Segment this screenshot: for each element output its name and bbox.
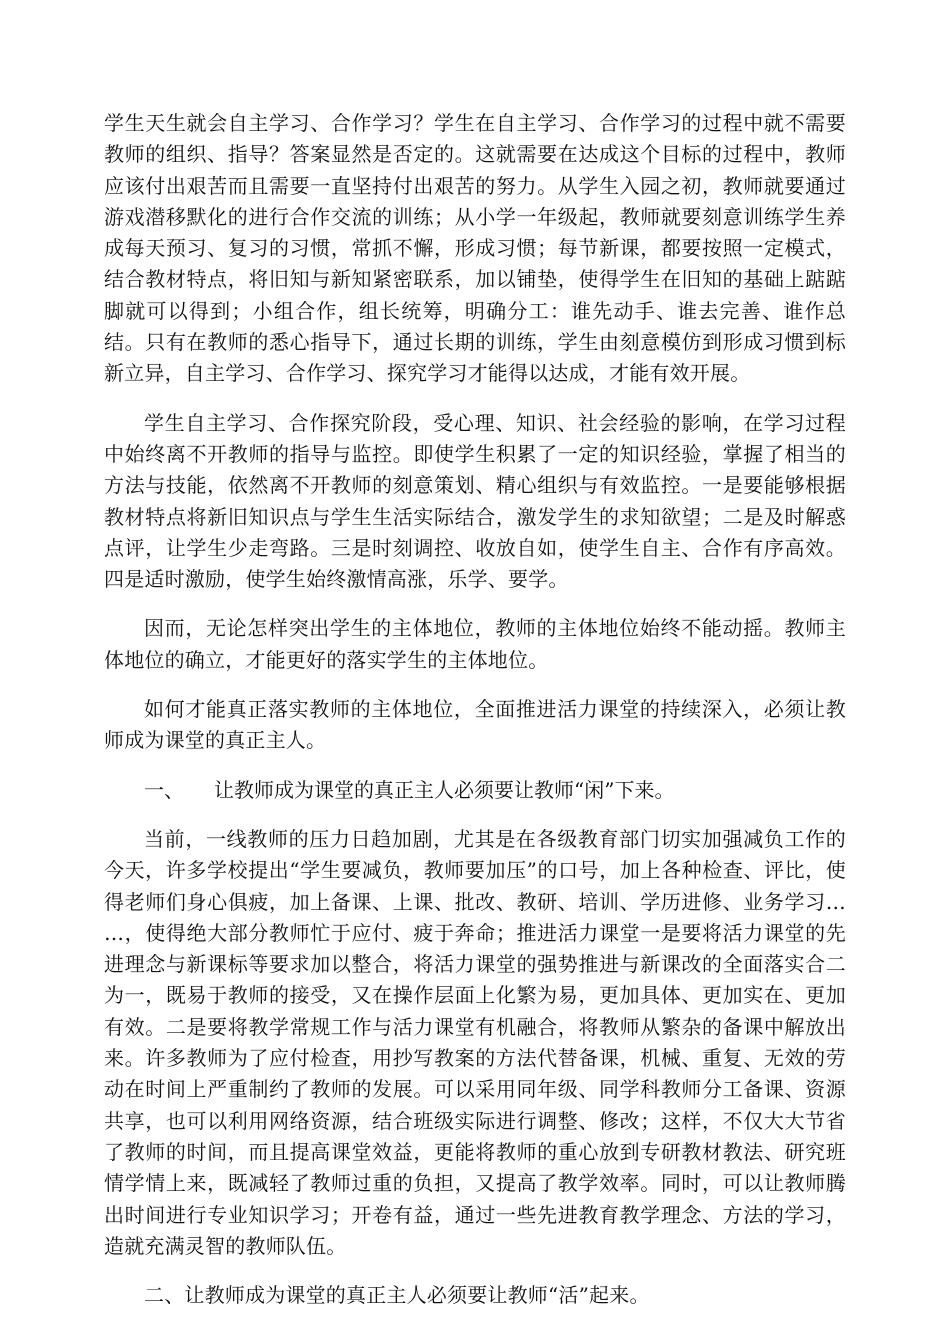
section-heading-one-text: 让教师成为课堂的真正主人必须要让教师“闲”下来。: [214, 777, 675, 802]
document-page: [104, 108, 846, 1329]
section-heading-one: [104, 775, 846, 806]
paragraph-self-study: 学生天生就会自主学习、合作学习？学生在自主学习、合作学习的过程中就不需要教师的组织、指导？答案显然是否定的。这就需要在达成这个目标的过程中，教师应该付出艰苦而且需要一直坚持付出艰苦的努力。从学生入园之初，教师就要通过游戏潜移默化的进行合作交流的训练；从小学一年级起，教师就要刻意训练学生养成每天预习、复习的习惯，常抓不懈，形成习惯；每节新课，都要按照一定模式，结合教材特点，将旧知与新知紧密联系，加以铺垫，使得学生在旧知的基础上踮踮脚就可以得到；小组合作，组长统筹，明确分工：谁先动手、谁去完善、谁作总结。只有在教师的悉心指导下，通过长期的训练，学生由刻意模仿到形成习惯到标新立异，自主学习、合作学习、探究学习才能得以达成，才能有效开展。: [104, 111, 846, 386]
section-heading-two: 二、让教师成为课堂的真正主人必须要让教师“活”起来。: [144, 1283, 650, 1308]
section-heading-one-number: 一、: [144, 777, 184, 802]
paragraph-teacher-guidance: 学生自主学习、合作探究阶段，受心理、知识、社会经验的影响，在学习过程中始终离不开教师的指导与监控。即使学生积累了一定的知识经验，掌握了相当的方法与技能，依然离不开教师的刻意策划、精心组织与有效监控。一是要能够根据教材特点将新旧知识点与学生生活实际结合，激发学生的求知欲望；二是及时解惑点评，让学生少走弯路。三是时刻调控、收放自如，使学生自主、合作有序高效。四是适时激励，使学生始终激情高涨，乐学、要学。: [104, 410, 846, 592]
paragraph-teacher-position: 因而，无论怎样突出学生的主体地位，教师的主体地位始终不能动摇。教师主体地位的确立，才能更好的落实学生的主体地位。: [104, 616, 846, 672]
paragraph-how-to: 如何才能真正落实教师的主体地位，全面推进活力课堂的持续深入，必须让教师成为课堂的真正主人。: [104, 697, 846, 753]
paragraph-teacher-pressure: 当前，一线教师的压力日趋加剧，尤其是在各级教育部门切实加强减负工作的今天，许多学校提出“学生要减负，教师要加压”的口号，加上各种检查、评比，使得老师们身心俱疲，加上备课、上课、批改、教研、培训、学历进修、业务学习… …，使得绝大部分教师忙于应付、疲于奔命；推进活力课堂一是要将活力课堂的先进理念与新课标等要求加以整合，将活力课堂的强势推进与新课改的全面落实合二为一，既易于教师的接受，又在操作层面上化繁为易，更加具体、更加实在、更加有效。二是要将教学常规工作与活力课堂有机融合，将教师从繁杂的备课中解放出来。许多教师为了应付检查，用抄写教案的方法代替备课，机械、重复、无效的劳动在时间上严重制约了教师的发展。可以采用同年级、同学科教师分工备课、资源共享，也可以利用网络资源，结合班级实际进行调整、修改；这样，不仅大大节省了教师的时间，而且提高课堂效益，更能将教师的重心放到专研教材教法、研究班情学情上来，既减轻了教师过重的负担，又提高了教学效率。同时，可以让教师腾出时间进行专业知识学习；开卷有益，通过一些先进教育教学理念、方法的学习，造就充满灵智的教师队伍。: [104, 826, 846, 1258]
